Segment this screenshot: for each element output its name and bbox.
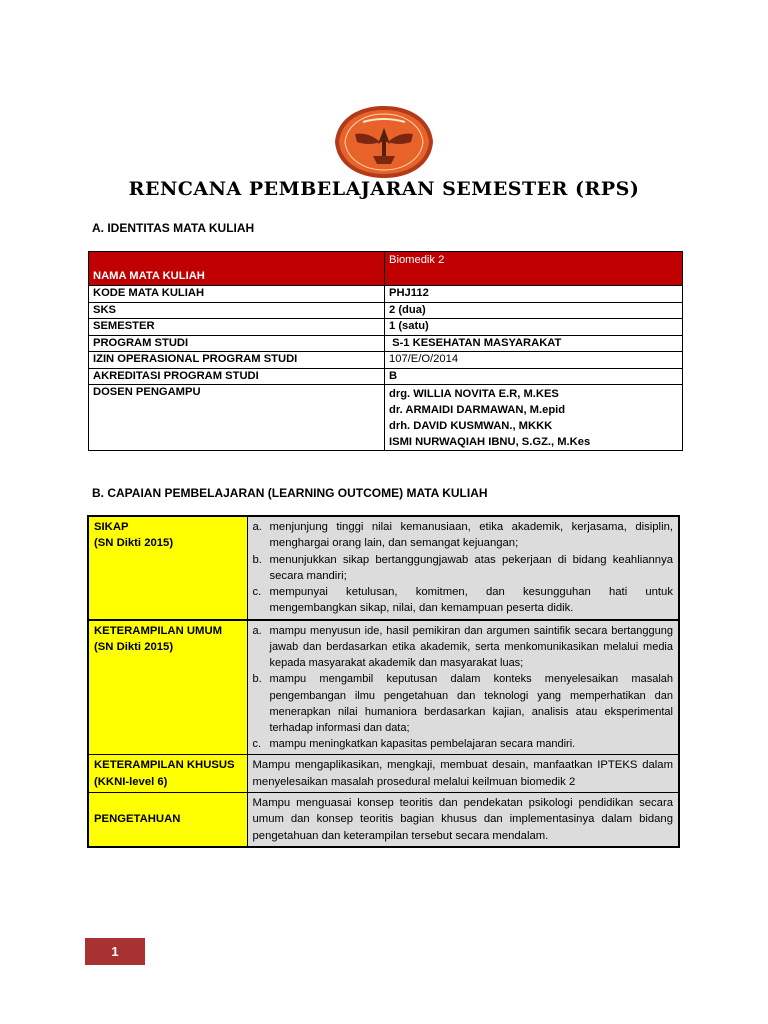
table-row (89, 335, 683, 352)
list-text: menunjukkan sikap bertanggungjawab atas pekerjaan di bidang keahliannya secara mandiri; (269, 553, 673, 582)
accreditation-label: AKREDITASI PROGRAM STUDI (89, 368, 385, 385)
list-text: mampu mengambil keputusan dalam konteks menyelesaikan masalah pengembangan ilmu pengetahuan dan teknologi yang memperhatikan dan menerapkan nilai humaniora berdasarkan kajian, analisis atau eksperimental terhadap informasi dan data; (269, 673, 673, 734)
list-marker: a. (252, 521, 262, 533)
document-title: RENCANA PEMBELAJARAN SEMESTER (RPS) (128, 178, 640, 200)
semester-value: 1 (satu) (385, 319, 683, 336)
course-name-label: NAMA MATA KULIAH (89, 252, 385, 286)
sikap-label-cell (88, 516, 247, 620)
lecturer-label: DOSEN PENGAMPU (89, 385, 385, 451)
table-row (89, 286, 683, 303)
course-code-value: PHJ112 (385, 286, 683, 303)
program-value: S-1 KESEHATAN MASYARAKAT (385, 335, 683, 352)
identity-table (88, 251, 683, 451)
program-label: PROGRAM STUDI (89, 335, 385, 352)
table-row (89, 319, 683, 336)
general-skill-label: KETERAMPILAN UMUM (94, 624, 223, 637)
table-row (88, 516, 679, 620)
lecturer-name: drg. WILLIA NOVITA E.R, M.KES (389, 388, 559, 400)
specific-skill-text: Mampu mengaplikasikan, mengkaji, membuat desain, manfaatkan IPTEKS dalam menyelesaikan masalah prosedural melalui keilmuan biomedik 2 (247, 755, 679, 793)
lecturer-name: ISMI NURWAQIAH IBNU, S.GZ., M.Kes (389, 436, 591, 448)
section-b-heading: B. CAPAIAN PEMBELAJARAN (LEARNING OUTCOME) MATA KULIAH (92, 486, 488, 500)
table-row (88, 793, 679, 847)
specific-skill-label: KETERAMPILAN KHUSUS (94, 759, 235, 772)
sks-label: SKS (89, 302, 385, 319)
section-a-heading: A. IDENTITAS MATA KULIAH (92, 221, 255, 235)
table-row (89, 368, 683, 385)
course-code-label: KODE MATA KULIAH (89, 286, 385, 303)
permit-value: 107/E/O/2014 (385, 352, 683, 369)
general-skill-label-cell (88, 620, 247, 755)
lecturer-name: dr. ARMAIDI DARMAWAN, M.epid (389, 404, 566, 416)
specific-skill-sub: (KKNI-level 6) (94, 775, 168, 788)
list-marker: b. (252, 553, 262, 566)
general-skill-sub: (SN Dikti 2015) (94, 641, 174, 654)
table-row (89, 385, 683, 451)
list-item (253, 671, 674, 736)
knowledge-label: PENGETAHUAN (88, 793, 247, 847)
list-text: mempunyai ketulusan, komitmen, dan kesungguhan hati untuk mengembangkan sikap, nilai, dan kemampuan peserta didik. (269, 586, 673, 615)
table-row (88, 755, 679, 793)
course-name-value: Biomedik 2 (385, 252, 683, 286)
knowledge-text: Mampu menguasai konsep teoritis dan pendekatan psikologi pendidikan secara umum dan konsep teoritis bagian khusus dan implementasinya dalam bidang pengetahuan dan keterampilan tersebut secara mendalam. (247, 793, 679, 847)
general-skill-items-cell (247, 620, 679, 755)
sikap-items-cell (247, 516, 679, 620)
list-item (253, 552, 674, 585)
list-item (253, 623, 674, 672)
lecturer-name: drh. DAVID KUSMWAN., MKKK (389, 420, 553, 432)
table-row (88, 620, 679, 755)
table-row (89, 302, 683, 319)
list-item (253, 519, 674, 552)
list-text: mampu meningkatkan kapasitas pembelajaran secara mandiri. (269, 738, 576, 751)
list-marker: c. (252, 586, 262, 599)
list-text: mampu menyusun ide, hasil pemikiran dan argumen saintifik secara bertanggung jawab dan berdasarkan etika akademik, serta menkomunikasikan melalui media kepada masyarakat akademik dan masyarakat luas; (269, 624, 673, 670)
accreditation-value: B (385, 368, 683, 385)
sikap-sub: (SN Dikti 2015) (94, 537, 174, 550)
list-text: menjunjung tinggi nilai kemanusiaan, etika akademik, kerjasama, disiplin, menghargai orang lain, dan semangat kejuangan; (269, 521, 673, 550)
university-logo (333, 104, 435, 180)
list-item (253, 736, 674, 752)
sikap-label: SIKAP (94, 521, 129, 533)
list-item (253, 584, 674, 617)
permit-label: IZIN OPERASIONAL PROGRAM STUDI (89, 352, 385, 369)
list-marker: c. (252, 738, 262, 751)
sks-value: 2 (dua) (385, 302, 683, 319)
page-number: 1 (85, 938, 145, 965)
learning-outcome-table (87, 515, 680, 848)
lecturer-list (385, 385, 683, 451)
semester-label: SEMESTER (89, 319, 385, 336)
table-row (89, 352, 683, 369)
list-marker: b. (252, 673, 262, 686)
list-marker: a. (252, 624, 262, 637)
specific-skill-label-cell (88, 755, 247, 793)
table-row (89, 252, 683, 286)
